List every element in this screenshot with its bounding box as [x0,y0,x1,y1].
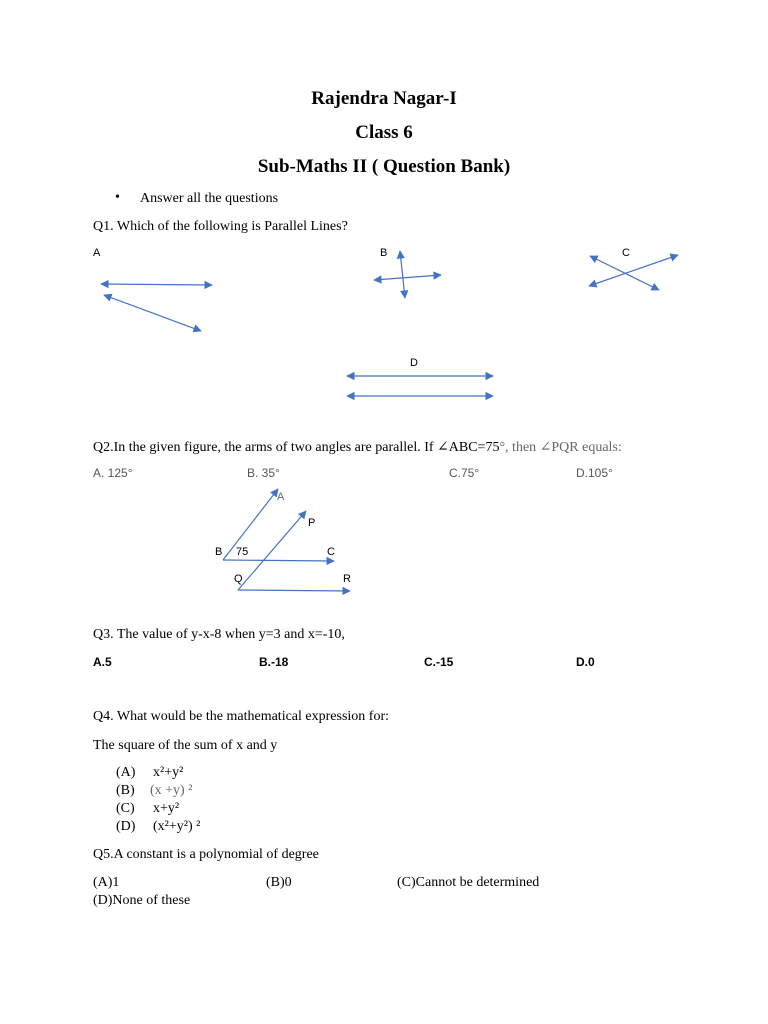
instruction-text: Answer all the questions [140,191,279,206]
q1-label-a: A [93,247,101,259]
q2-option-a: A. 125° [93,466,133,480]
q5-option-c: (C)Cannot be determined [397,875,540,890]
q2-option-c: C.75° [449,466,480,480]
q2-fig-label-q: Q [234,573,243,585]
q1-label-d: D [410,357,418,369]
q2-text-tail: °, then ∠PQR equals: [499,440,622,455]
q2-option-b: B. 35° [247,466,280,480]
q1-figure-c [589,255,678,290]
q3-option-a: A.5 [93,655,112,669]
q2-text-main: Q2.In the given figure, the arms of two angles are parallel. If ∠ABC=75 [93,440,500,455]
q1-label-c: C [622,247,630,259]
q4-subtext: The square of the sum of x and y [93,738,278,753]
q2-text [93,439,622,456]
q2-fig-label-a: A [277,491,285,503]
q3-option-b: B.-18 [259,655,289,669]
q4-option-a-value: x²+y² [153,765,184,780]
q4-option-c-key: (C) [116,801,135,816]
q4-option-a-key: (A) [116,765,136,780]
q3-option-d: D.0 [576,655,595,669]
q4-option-c-value: x+y² [153,801,180,816]
q4-option-d-value: (x²+y²) ² [153,819,201,834]
q3-text: Q3. The value of y-x-8 when y=3 and x=-10, [93,627,345,642]
school-name: Rajendra Nagar-I [311,88,457,109]
q2-fig-label-c: C [327,546,335,558]
q4-option-b-value: (x +y) ² [150,783,193,798]
bullet-icon: • [115,190,120,205]
q2-fig-angle: 75 [236,546,249,558]
q1-text: Q1. Which of the following is Parallel Lines? [93,219,348,234]
q4-option-b-key: (B) [116,783,135,798]
q4-option-d-key: (D) [116,819,136,834]
q2-fig-label-p: P [308,517,316,529]
q1-label-b: B [380,247,388,259]
q1-figure-a [101,284,212,331]
q5-option-d: (D)None of these [93,893,191,908]
q2-option-d: D.105° [576,466,613,480]
q5-option-b: (B)0 [266,875,292,890]
subject-title: Sub-Maths II ( Question Bank) [257,156,511,177]
q2-fig-label-b: B [215,546,223,558]
q5-option-a: (A)1 [93,875,120,890]
q3-option-c: C.-15 [424,655,454,669]
q1-figure-d [347,376,493,396]
q2-fig-label-r: R [343,573,351,585]
q1-figure-b [374,251,441,298]
class-title: Class 6 [355,122,413,143]
q4-text: Q4. What would be the mathematical expression for: [93,709,389,724]
q5-text: Q5.A constant is a polynomial of degree [93,847,319,862]
